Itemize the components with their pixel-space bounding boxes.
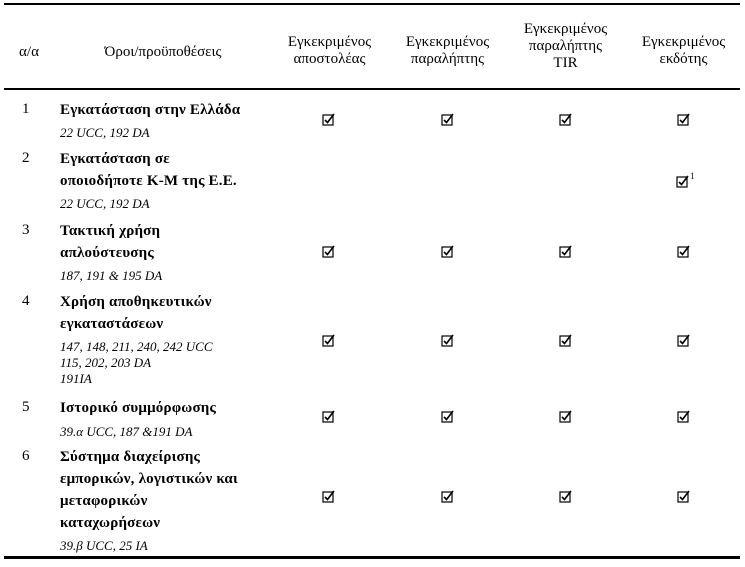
checked-box-icon bbox=[677, 244, 691, 258]
row-index: 4 bbox=[22, 293, 30, 309]
checked-box-icon bbox=[559, 333, 573, 347]
table-top-rule bbox=[4, 3, 740, 5]
checked-box-icon bbox=[677, 112, 691, 126]
checked-box-icon bbox=[676, 174, 690, 188]
checked-box-icon bbox=[322, 409, 336, 423]
row-title: Εγκατάσταση σε οποιοδήποτε Κ-Μ της Ε.Ε. bbox=[60, 151, 237, 189]
table-bottom-rule bbox=[4, 556, 740, 559]
row-refs: 39.α UCC, 187 &191 DA bbox=[60, 424, 193, 439]
checked-box-icon bbox=[677, 333, 691, 347]
checked-box-icon bbox=[322, 244, 336, 258]
checked-box-icon bbox=[441, 333, 455, 347]
row-refs: 22 UCC, 192 DA bbox=[60, 196, 150, 211]
checked-box-icon bbox=[677, 489, 691, 503]
checked-box-icon bbox=[441, 244, 455, 258]
checked-box-icon bbox=[559, 244, 573, 258]
row-index: 6 bbox=[22, 448, 30, 464]
row-index: 1 bbox=[22, 101, 30, 117]
checked-box-icon bbox=[441, 489, 455, 503]
checked-box-icon bbox=[322, 489, 336, 503]
header-rule bbox=[4, 88, 740, 90]
row-refs: 187, 191 & 195 DA bbox=[60, 268, 163, 283]
header-approved-receiver: Εγκεκριμένος παραλήπτης bbox=[405, 34, 490, 67]
header-approved-issuer: Εγκεκριμένος εκδότης bbox=[641, 34, 726, 67]
checked-box-icon bbox=[677, 409, 691, 423]
row-index: 5 bbox=[22, 399, 30, 415]
header-terms: Όροι/προϋποθέσεις bbox=[104, 44, 222, 60]
checked-box-icon bbox=[441, 112, 455, 126]
header-index: α/α bbox=[19, 44, 39, 60]
checked-box-icon bbox=[441, 409, 455, 423]
row-refs: 39.β UCC, 25 IA bbox=[60, 538, 148, 553]
header-approved-receiver-tir: Εγκεκριμένος παραλήπτης TIR bbox=[523, 21, 608, 71]
footnote-marker: 1 bbox=[690, 171, 695, 181]
header-approved-sender: Εγκεκριμένος αποστολέας bbox=[287, 34, 372, 67]
row-title: Εγκατάσταση στην Ελλάδα bbox=[60, 102, 241, 118]
row-title: Χρήση αποθηκευτικών εγκαταστάσεων bbox=[60, 294, 212, 332]
checked-box-icon bbox=[559, 409, 573, 423]
row-refs: 22 UCC, 192 DA bbox=[60, 125, 150, 140]
row-title: Σύστημα διαχείρισης εμπορικών, λογιστικών και μεταφορικών καταχωρήσεων bbox=[60, 449, 238, 531]
row-refs: 147, 148, 211, 240, 242 UCC 115, 202, 203 DA 191IA bbox=[60, 339, 213, 386]
checked-box-icon bbox=[322, 112, 336, 126]
row-title: Ιστορικό συμμόρφωσης bbox=[60, 400, 217, 416]
checked-box-icon bbox=[322, 333, 336, 347]
row-index: 2 bbox=[22, 150, 30, 166]
checked-box-icon bbox=[559, 489, 573, 503]
row-index: 3 bbox=[22, 222, 30, 238]
checked-box-icon bbox=[559, 112, 573, 126]
row-title: Τακτική χρήση απλούστευσης bbox=[60, 223, 161, 261]
